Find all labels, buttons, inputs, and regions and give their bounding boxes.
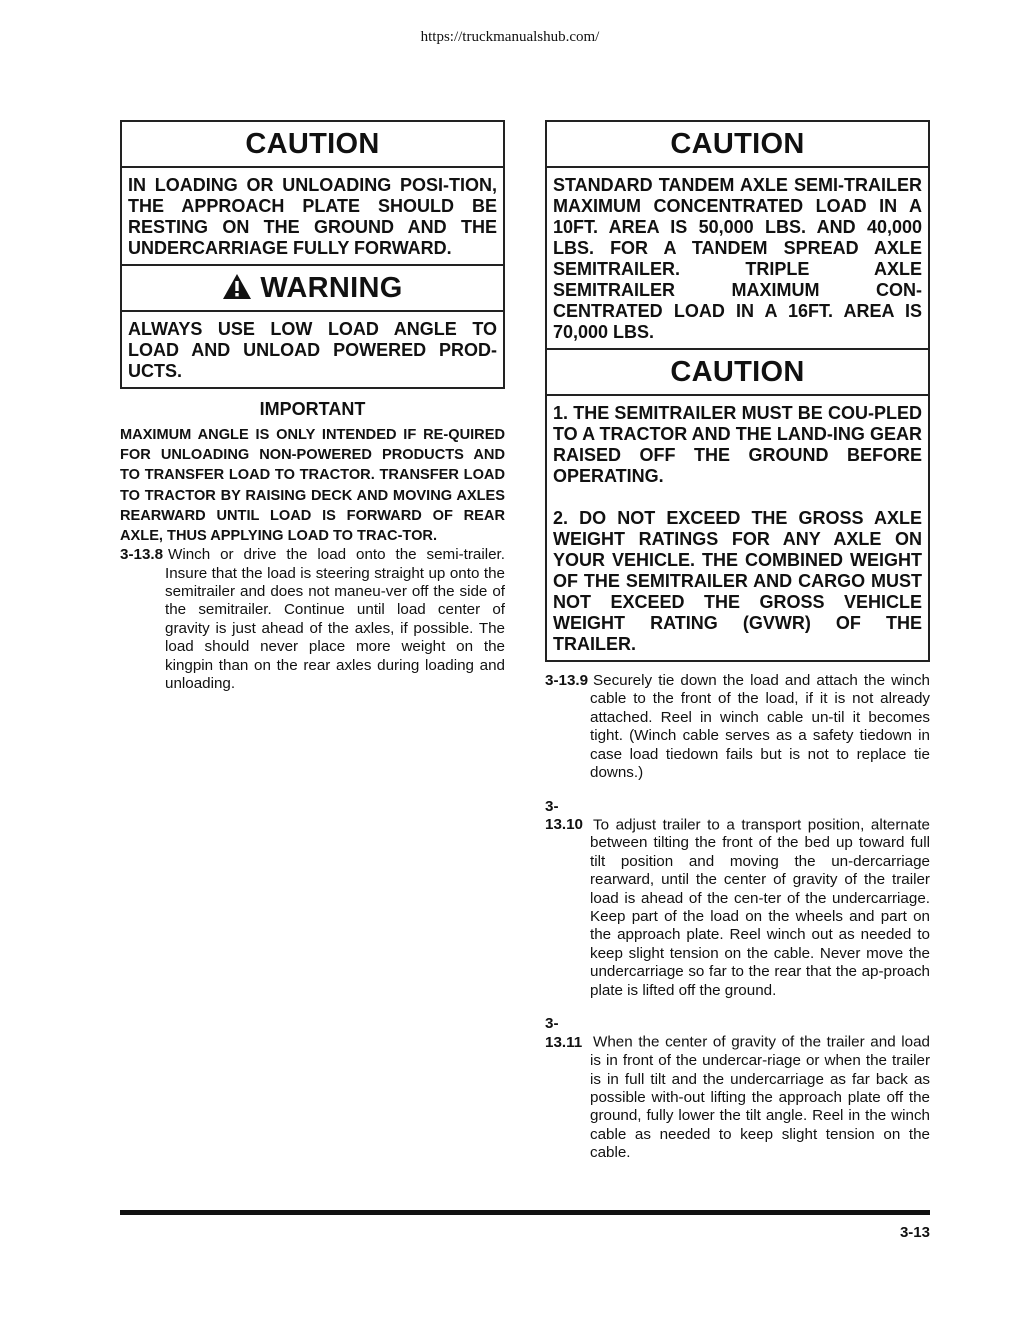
paragraph-3-13-8 xyxy=(120,546,505,693)
caution-box-load-limits xyxy=(545,120,930,662)
warning-title: WARNING xyxy=(260,272,403,304)
paragraph-3-13-11 xyxy=(545,1015,930,1162)
paragraph-3-13-10 xyxy=(545,798,930,1000)
caution-text xyxy=(547,168,928,348)
left-column xyxy=(120,120,505,709)
paragraph-number: 3-13.11 xyxy=(545,1015,583,1051)
paragraph-text: When the center of gravity of the trailer and load is in front of the undercar-riage or when the trailer is in full tilt and the undercarriage as far back as possible with-out lifting the approach plate off the ground, fully lower the tilt angle. Reel in the winch cable as needed to keep slight tension on the cable. xyxy=(590,1033,930,1162)
caution-paragraph: 2. DO NOT EXCEED THE GROSS AXLE WEIGHT RATINGS FOR ANY AXLE ON YOUR VEHICLE. THE COMBINED WEIGHT OF THE SEMITRAILER AND CARGO MUST NOT EXCEED THE GROSS VEHICLE WEIGHT RATING (GVWR) OF THE TRAILER. xyxy=(553,508,922,654)
warning-text xyxy=(122,312,503,387)
warning-triangle-icon xyxy=(222,269,252,313)
caution-title: CAUTION xyxy=(547,122,928,168)
footer-rule xyxy=(120,1210,930,1215)
caution-text xyxy=(122,168,503,264)
paragraph-number: 3-13.9 xyxy=(545,672,589,689)
paragraph-text: Securely tie down the load and attach the winch cable to the front of the load, if it is not already attached. Reel in winch cable un-til it becomes tight. (Winch cable serves as a safety tiedown in case load tiedown fails but is not to replace tie downs.) xyxy=(590,672,930,782)
paragraph-text: Winch or drive the load onto the semi-trailer. Insure that the load is steering straight up onto the semitrailer and does not maneu-ver off the side of the semitrailer. Continue until load center of gravity is just ahead of the axles, if possible. The load should never place more weight on the kingpin than on the rear axles during loading and unloading. xyxy=(165,546,505,693)
important-title: IMPORTANT xyxy=(259,399,366,419)
warning-paragraph: ALWAYS USE LOW LOAD ANGLE TO LOAD AND UNLOAD POWERED PROD-UCTS. xyxy=(128,319,497,381)
important-text: MAXIMUM ANGLE IS ONLY INTENDED IF RE-QUIRED FOR UNLOADING NON-POWERED PRODUCTS AND TO TRANSFER LOAD TO TRACTOR. TRANSFER LOAD TO TRACTOR BY RAISING DECK AND MOVING AXLES REARWARD UNTIL LOAD IS FORWARD OF REAR AXLE, THUS APPLYING LOAD TO TRAC-TOR. xyxy=(120,427,505,545)
caution-paragraph: IN LOADING OR UNLOADING POSI-TION, THE APPROACH PLATE SHOULD BE RESTING ON THE GROUND AND THE UNDERCARRIAGE FULLY FORWARD. xyxy=(128,175,497,258)
caution-paragraph: STANDARD TANDEM AXLE SEMI-TRAILER MAXIMUM CONCENTRATED LOAD IN A 10FT. AREA IS 50,000 LBS. AND 40,000 LBS. FOR A TANDEM SPREAD AXLE SEMITRAILER. TRIPLE AXLE SEMITRAILER MAXIMUM CON-CENTRATED LOAD IN A 16FT. AREA IS 70,000 LBS. xyxy=(553,175,922,342)
warning-title-row xyxy=(122,264,503,312)
paragraph-number: 3-13.8 xyxy=(120,546,164,564)
caution-title: CAUTION xyxy=(122,122,503,168)
paragraph-3-13-9 xyxy=(545,672,930,782)
page-number: 3-13 xyxy=(899,1224,930,1241)
paragraph-text: To adjust trailer to a transport position, alternate between tilting the front of the bed up toward full tilt position and moving the un-dercarriage rearward, until the center of gravity of the trailer load is ahead of the cen-ter of the undercarriage. Keep part of the load on the wheels and part on the approach plate. Reel winch out as needed to keep slight tension on the cable. Never move the undercarriage so far to the rear that the ap-proach plate is lifted off the ground. xyxy=(590,816,930,999)
caution-paragraph: 1. THE SEMITRAILER MUST BE COU-PLED TO A TRACTOR AND THE LAND-ING GEAR RAISED OFF THE GROUND BEFORE OPERATING. xyxy=(553,403,922,486)
paragraph-number: 3-13.10 xyxy=(545,797,584,834)
source-url[interactable]: https://truckmanualshub.com/ xyxy=(420,29,600,45)
caution-text xyxy=(547,396,928,660)
right-column xyxy=(545,120,930,1178)
caution-title: CAUTION xyxy=(547,348,928,396)
caution-warning-box xyxy=(120,120,505,389)
